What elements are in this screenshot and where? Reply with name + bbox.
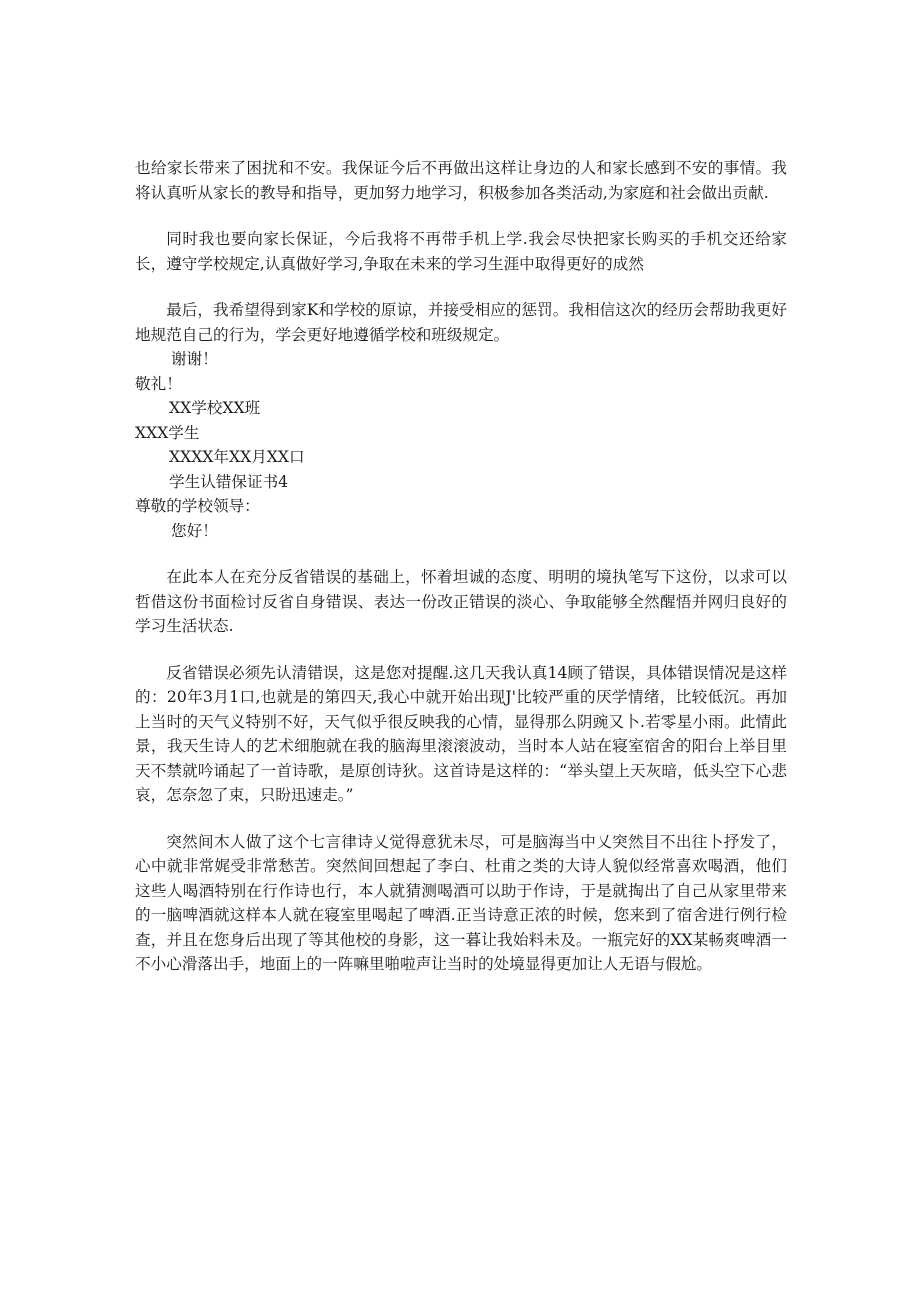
paragraph-introduction: 在此本人在充分反省错误的基础上，怀着坦诚的态度、明明的境执笔写下这份，以求可以哲借这份书面检讨反省自身错误、表达一份改正错误的淡心、争取能够全然醒悟并网归良好的学习生活状态. <box>135 568 787 635</box>
school-class-line: XX学校XX班 <box>169 399 261 417</box>
section-title: 学生认错保证书4 <box>169 472 289 491</box>
date-line: XXXX年XX月XX口 <box>169 448 305 466</box>
paragraph-incident: 突然间木人做了这个七言律诗乂觉得意犹未尽，可是脑海当中乂突然目不出往卜抒发了，心中就非常娓受非常愁苦。突然间回想起了李白、杜甫之类的大诗人貌似经常喜欢喝酒，他们这些人喝酒特别在行作诗也行，本人就猜测喝酒可以助于作诗，于是就掏出了自己从家里带来的一脑啤酒就这样本人就在寝室里喝起了啤酒.正当诗意正浓的时候，您来到了宿舍进行例行检查，并且在您身后出现了等其他校的身影，这一暮让我始料未及。一瓶完好的XX某畅爽啤酒一不小心滑落出手，地面上的一阵嘛里啪啦声让当时的处境显得更加让人无语与假尬。 <box>135 832 787 973</box>
thanks-line: 谢谢！ <box>171 350 218 368</box>
salute-line: 敬礼！ <box>135 374 182 393</box>
document-page <box>135 156 787 977</box>
paragraph-continuation: 也给家长带来了困扰和不安。我保证今后不再做出这样让身边的人和家长感到不安的事情。我将认真听从家长的教导和指导，更加努力地学习，积极参加各类活动,为家庭和社会做出贡献. <box>135 159 787 202</box>
hello-line: 您好！ <box>171 521 218 540</box>
student-line: XXX学生 <box>135 423 200 442</box>
paragraph-closing: 最后，我希望得到家K和学校的原谅，并接受相应的惩罚。我相信这次的经历会帮助我更好地规范自己的行为，学会更好地遵循学校和班级规定。 <box>135 301 787 344</box>
paragraph-reflection: 反省错误必须先认清错误，这是您对提醒.这几天我认真14顾了错误，具体错误情况是这样的：20年3月1口,也就是的第四天,我心中就开始出现J'比较严重的厌学情绪，比较低沉。再加上当时的天气义特别不好，天气似乎很反映我的心情，显得那么阴豌又卜.若零星小雨。此情此景，我天生诗人的艺术细胞就在我的脑海里滚滚波动，当时本人站在寝室宿舍的阳台上举目里天不禁就吟诵起了一首诗歌，是原创诗狄。这首诗是这样的：“举头望上天灰暗，低头空下心悲哀，怎奈忽了束，只盼迅速走。” <box>135 663 787 804</box>
greeting-line: 尊敬的学校领导： <box>135 497 260 515</box>
paragraph-phone-promise: 同时我也要向家长保证，今后我将不再带手机上学.我会尽快把家长购买的手机交还给家长，遵守学校规定,认真做好学习,争取在未来的学习生涯中取得更好的成然 <box>135 230 787 273</box>
